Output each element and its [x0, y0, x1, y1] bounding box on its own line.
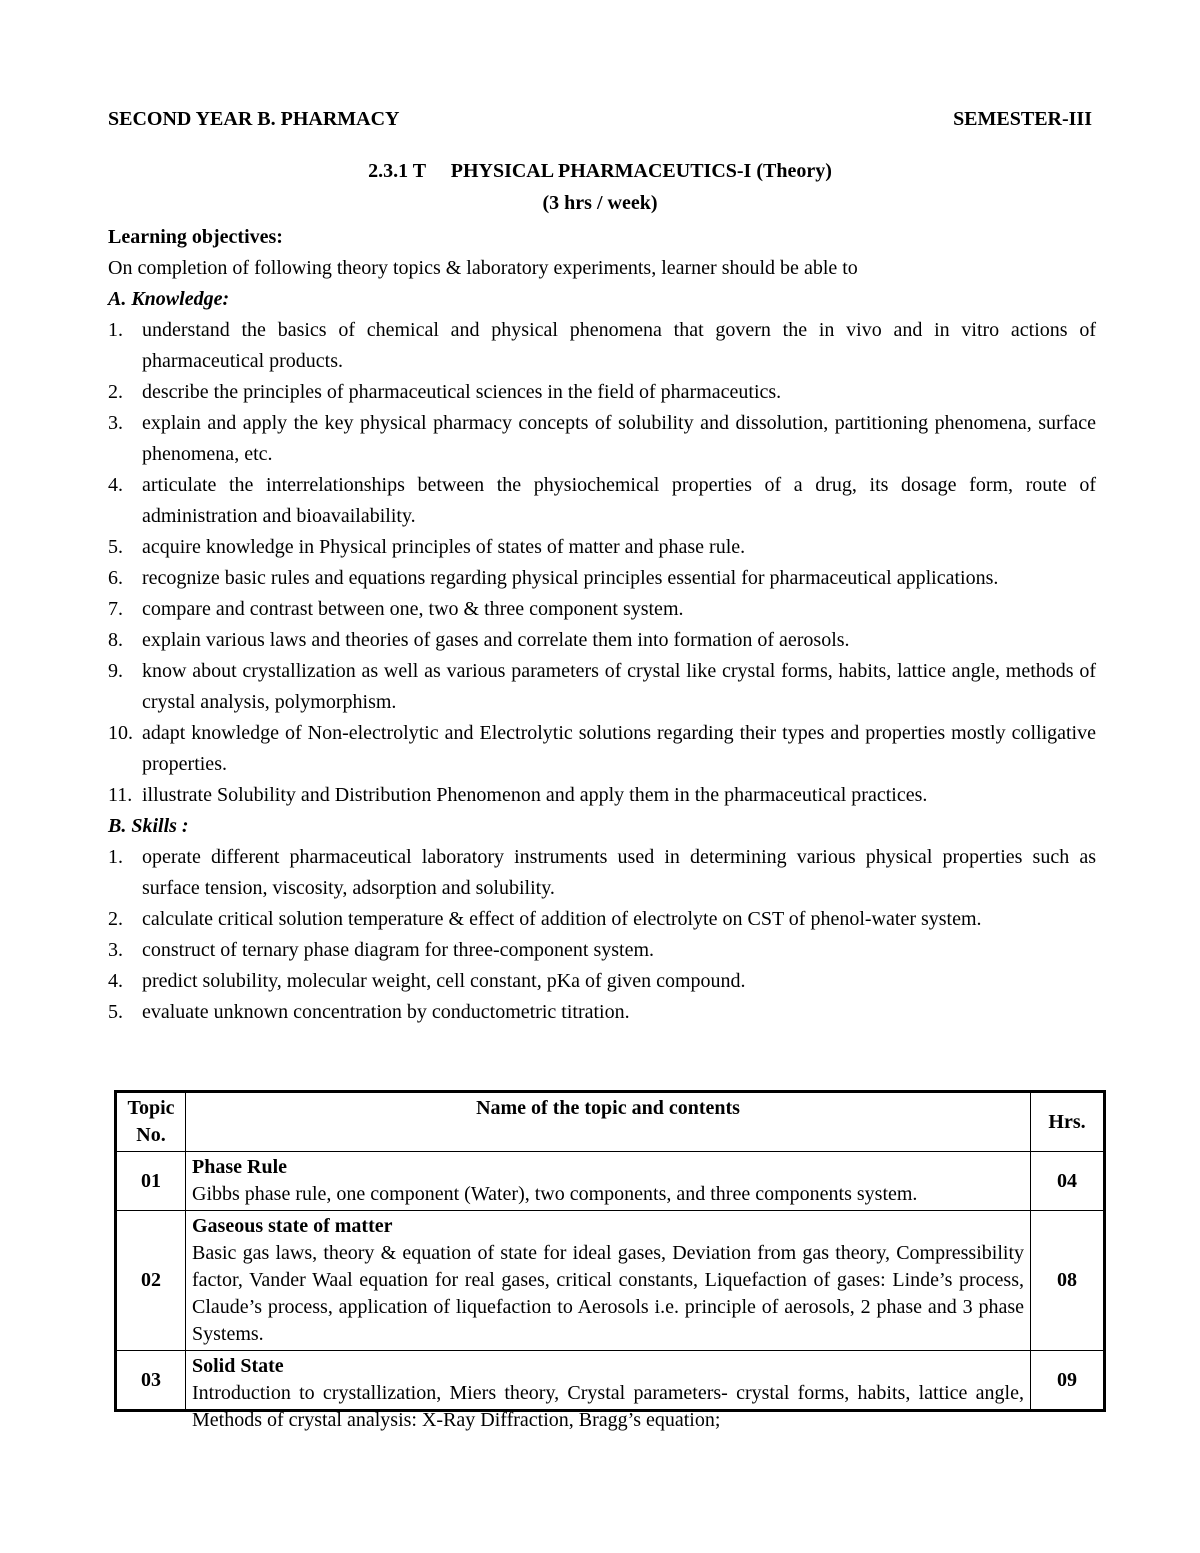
intro-text: On completion of following theory topics & laboratory experiments, learner should be able to — [108, 257, 858, 279]
page-header — [108, 108, 1092, 138]
topic-title: Phase Rule — [192, 1156, 287, 1178]
list-item-number: 5. — [108, 1001, 123, 1023]
list-item-text: explain various laws and theories of gases and correlate them into formation of aerosols. — [142, 629, 850, 651]
table-row — [116, 1211, 1105, 1351]
list-item-number: 5. — [108, 536, 123, 558]
list-item-text: describe the principles of pharmaceutical sciences in the field of pharmaceutics. — [142, 381, 782, 403]
knowledge-heading: A. Knowledge: — [108, 288, 230, 310]
list-item-number: 8. — [108, 629, 123, 651]
topic-hours: 08 — [1031, 1211, 1105, 1351]
list-item-number: 3. — [108, 412, 123, 434]
topic-number: 01 — [116, 1152, 186, 1211]
topic-number: 02 — [116, 1211, 186, 1351]
topic-description: Introduction to crystallization, Miers theory, Crystal parameters- crystal forms, habits, lattice angle, Methods of crystal analysis: X-Ray Diffraction, Bragg’s equation; — [192, 1382, 1024, 1431]
list-item — [108, 470, 1096, 532]
list-item-text: acquire knowledge in Physical principles of states of matter and phase rule. — [142, 536, 746, 558]
topic-title: Solid State — [192, 1355, 284, 1377]
list-item-number: 6. — [108, 567, 123, 589]
learning-objectives-heading: Learning objectives: — [108, 226, 283, 248]
topic-number: 03 — [116, 1351, 186, 1411]
list-item-number: 2. — [108, 381, 123, 403]
list-item-number: 1. — [108, 319, 123, 341]
header-hours: Hrs. — [1031, 1092, 1105, 1152]
header-program: SECOND YEAR B. PHARMACY — [108, 108, 400, 130]
header-topic-no: Topic No. — [116, 1092, 186, 1152]
topic-contents — [186, 1211, 1031, 1351]
list-item — [108, 904, 1096, 935]
list-item-number: 9. — [108, 660, 123, 682]
topic-title: Gaseous state of matter — [192, 1215, 393, 1237]
topic-description: Basic gas laws, theory & equation of state for ideal gases, Deviation from gas theory, Compressibility factor, Vander Waal equation for real gases, critical constants, Liquefaction of gases: Linde’s process, Claude’s process, application of liquefaction to Aerosols i.e. principle of aerosols, 2 phase and 3 phase Systems. — [192, 1242, 1024, 1345]
list-item — [108, 780, 1096, 811]
list-item-number: 11. — [108, 784, 133, 806]
list-item — [108, 718, 1096, 780]
list-item-text: illustrate Solubility and Distribution Phenomenon and apply them in the pharmaceutical practices. — [142, 784, 928, 806]
list-item — [108, 842, 1096, 904]
table-row — [116, 1351, 1105, 1411]
table-header-row — [116, 1092, 1105, 1152]
list-item-number: 1. — [108, 846, 123, 868]
list-item — [108, 594, 1096, 625]
list-item — [108, 532, 1096, 563]
topic-contents — [186, 1351, 1031, 1431]
list-item-text: articulate the interrelationships between the physiochemical properties of a drug, its dosage form, route of administration and bioavailability. — [142, 474, 1096, 527]
list-item-text: know about crystallization as well as various parameters of crystal like crystal forms, habits, lattice angle, methods of crystal analysis, polymorphism. — [142, 660, 1096, 713]
list-item — [108, 625, 1096, 656]
list-item-text: construct of ternary phase diagram for three-component system. — [142, 939, 655, 961]
topic-description: Gibbs phase rule, one component (Water), two components, and three components system. — [192, 1183, 918, 1205]
objectives-section — [108, 222, 1096, 1028]
course-title-text: 2.3.1 T PHYSICAL PHARMACEUTICS-I (Theory) — [368, 160, 832, 182]
skills-list — [108, 842, 1096, 1028]
knowledge-list — [108, 315, 1096, 811]
list-item-text: calculate critical solution temperature & effect of addition of electrolyte on CST of phenol-water system. — [142, 908, 982, 930]
topic-hours: 09 — [1031, 1351, 1105, 1411]
table-row — [116, 1152, 1105, 1211]
list-item — [108, 408, 1096, 470]
skills-heading: B. Skills : — [108, 815, 189, 837]
list-item-text: predict solubility, molecular weight, cell constant, pKa of given compound. — [142, 970, 746, 992]
list-item-text: recognize basic rules and equations regarding physical principles essential for pharmaceutical applications. — [142, 567, 999, 589]
header-semester: SEMESTER-III — [953, 108, 1092, 130]
topics-table — [114, 1090, 1106, 1431]
course-title — [0, 160, 1200, 183]
list-item-text: understand the basics of chemical and physical phenomena that govern the in vivo and in vitro actions of pharmaceutical products. — [142, 319, 1096, 372]
list-item-text: explain and apply the key physical pharmacy concepts of solubility and dissolution, partitioning phenomena, surface phenomena, etc. — [142, 412, 1096, 465]
list-item-number: 2. — [108, 908, 123, 930]
list-item — [108, 377, 1096, 408]
topic-contents-clip — [192, 1353, 1024, 1431]
header-topic-name: Name of the topic and contents — [186, 1092, 1031, 1152]
list-item-number: 3. — [108, 939, 123, 961]
list-item-number: 7. — [108, 598, 123, 620]
list-item — [108, 966, 1096, 997]
hours-per-week: (3 hrs / week) — [542, 192, 658, 214]
topic-hours: 04 — [1031, 1152, 1105, 1211]
list-item-text: adapt knowledge of Non-electrolytic and Electrolytic solutions regarding their types and properties mostly colligative properties. — [142, 722, 1096, 775]
list-item — [108, 997, 1096, 1028]
list-item — [108, 563, 1096, 594]
list-item-text: evaluate unknown concentration by conductometric titration. — [142, 1001, 630, 1023]
list-item — [108, 315, 1096, 377]
list-item-number: 10. — [108, 722, 133, 744]
list-item — [108, 935, 1096, 966]
list-item-text: operate different pharmaceutical laboratory instruments used in determining various physical properties such as surface tension, viscosity, adsorption and solubility. — [142, 846, 1096, 899]
list-item — [108, 656, 1096, 718]
list-item-text: compare and contrast between one, two & three component system. — [142, 598, 684, 620]
list-item-number: 4. — [108, 474, 123, 496]
list-item-number: 4. — [108, 970, 123, 992]
topic-contents — [186, 1152, 1031, 1211]
